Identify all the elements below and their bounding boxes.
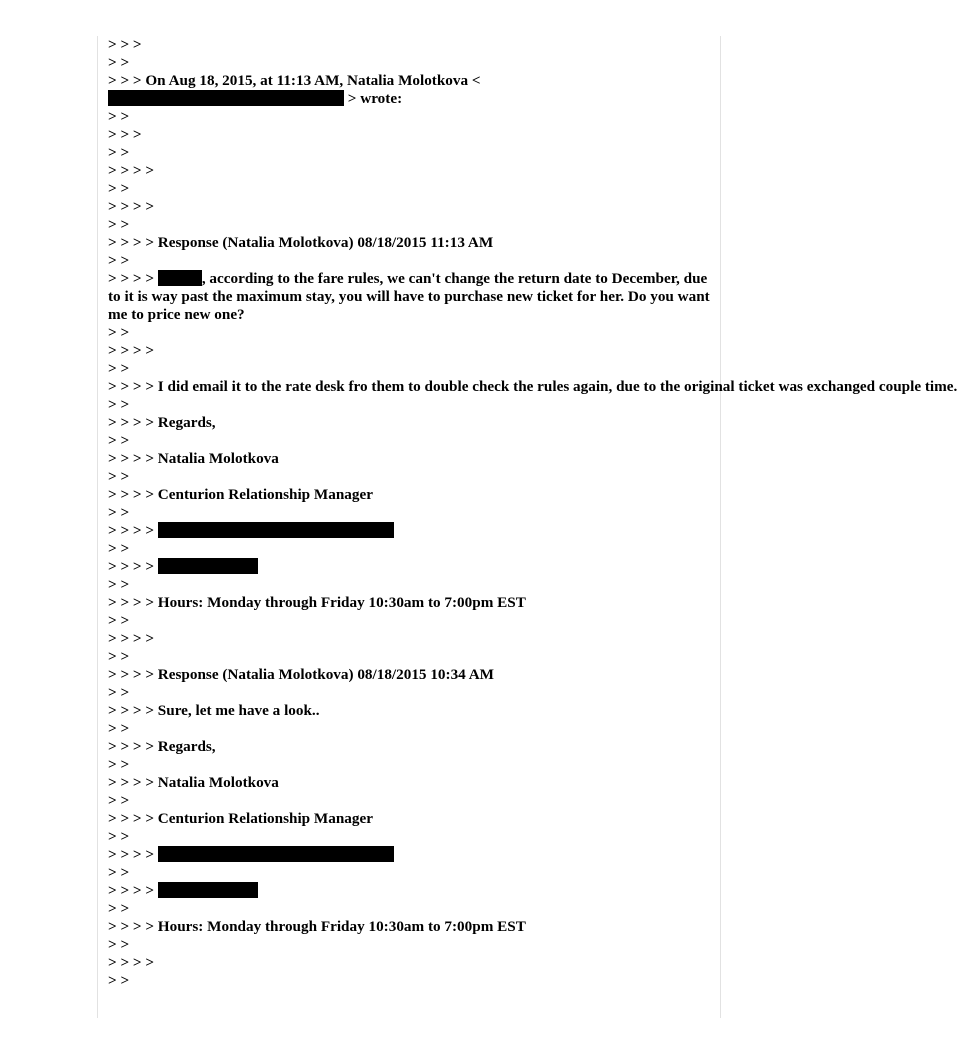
line-text: > > bbox=[108, 540, 130, 557]
line-text: > > > > Hours: Monday through Friday 10:30am to 7:00pm EST bbox=[108, 918, 526, 935]
email-line bbox=[108, 720, 712, 738]
line-text: > > bbox=[108, 216, 130, 233]
email-line bbox=[108, 972, 712, 990]
email-line bbox=[108, 684, 712, 702]
line-text: > > > > Sure, let me have a look.. bbox=[108, 702, 320, 719]
line-text: > > bbox=[108, 648, 130, 665]
email-line bbox=[108, 810, 712, 828]
line-text: > > bbox=[108, 684, 130, 701]
line-text: > > bbox=[108, 504, 130, 521]
line-text: > > bbox=[108, 936, 130, 953]
email-line bbox=[108, 54, 712, 72]
line-text: > > > > Natalia Molotkova bbox=[108, 450, 279, 467]
redaction-block bbox=[158, 522, 394, 538]
line-text: > > > > bbox=[108, 342, 155, 359]
email-line bbox=[108, 576, 712, 594]
email-line bbox=[108, 252, 712, 270]
line-text: > > > > bbox=[108, 558, 158, 575]
line-text: > > > > bbox=[108, 270, 158, 287]
email-line bbox=[108, 666, 712, 684]
line-text: > > bbox=[108, 432, 130, 449]
line-text: > > > > bbox=[108, 522, 158, 539]
line-text: > > bbox=[108, 252, 130, 269]
email-line bbox=[108, 954, 712, 972]
email-line bbox=[108, 702, 712, 720]
email-line bbox=[108, 198, 712, 216]
email-line bbox=[108, 90, 712, 108]
redaction-block bbox=[158, 270, 202, 286]
email-line bbox=[108, 144, 712, 162]
line-text: > > bbox=[108, 612, 130, 629]
email-line bbox=[108, 630, 712, 648]
line-text: > > bbox=[108, 54, 130, 71]
line-text: > > > bbox=[108, 36, 142, 53]
email-line bbox=[108, 162, 712, 180]
email-line bbox=[108, 432, 712, 450]
email-line bbox=[108, 522, 712, 540]
line-text: > > > > Response (Natalia Molotkova) 08/18/2015 10:34 AM bbox=[108, 666, 495, 683]
line-text: > > bbox=[108, 468, 130, 485]
line-text: > > > > bbox=[108, 198, 155, 215]
email-line bbox=[108, 396, 712, 414]
email-line bbox=[108, 216, 712, 234]
email-line bbox=[108, 486, 712, 504]
email-line bbox=[108, 270, 712, 324]
line-text: > > > > bbox=[108, 630, 155, 647]
email-line bbox=[108, 936, 712, 954]
redaction-block bbox=[158, 882, 258, 898]
email-line bbox=[108, 846, 712, 864]
email-line bbox=[108, 558, 712, 576]
line-text: > > > On Aug 18, 2015, at 11:13 AM, Natalia Molotkova < bbox=[108, 72, 481, 89]
line-text: > > > > bbox=[108, 882, 158, 899]
email-line bbox=[108, 738, 712, 756]
email-line bbox=[108, 378, 957, 396]
email-line bbox=[108, 234, 712, 252]
email-line bbox=[108, 126, 712, 144]
email-line bbox=[108, 540, 712, 558]
email-line bbox=[108, 180, 712, 198]
line-text: > > bbox=[108, 972, 130, 989]
line-text: > > > bbox=[108, 126, 142, 143]
redaction-block bbox=[108, 90, 344, 106]
line-text: > > > > bbox=[108, 162, 155, 179]
email-line bbox=[108, 72, 712, 90]
line-text: > > bbox=[108, 180, 130, 197]
line-text: > > bbox=[108, 144, 130, 161]
line-text: > > bbox=[108, 360, 130, 377]
line-text: > > bbox=[108, 108, 130, 125]
redaction-block bbox=[158, 846, 394, 862]
email-line bbox=[108, 324, 712, 342]
email-line bbox=[108, 414, 712, 432]
email-line bbox=[108, 612, 712, 630]
email-line bbox=[108, 450, 712, 468]
line-text: > > bbox=[108, 756, 130, 773]
line-text: > > bbox=[108, 900, 130, 917]
line-text: > > > > bbox=[108, 954, 155, 971]
redaction-block bbox=[158, 558, 258, 574]
line-text: > > > > Response (Natalia Molotkova) 08/18/2015 11:13 AM bbox=[108, 234, 494, 251]
email-line bbox=[108, 756, 712, 774]
email-line bbox=[108, 468, 712, 486]
email-line bbox=[108, 864, 712, 882]
email-line bbox=[108, 342, 712, 360]
line-text: > > > > I did email it to the rate desk fro them to double check the rules again, due to the original ticket was exchanged couple time. bbox=[108, 378, 957, 395]
line-text-continued: , according to the fare rules, we can't change the return date to December, due to it is way past the maximum stay, you will have to purchase new ticket for her. Do you want me to price new one? bbox=[108, 270, 710, 323]
email-line bbox=[108, 792, 712, 810]
line-text: > > > > Centurion Relationship Manager bbox=[108, 810, 373, 827]
email-line bbox=[108, 594, 712, 612]
line-text: > > > > Natalia Molotkova bbox=[108, 774, 279, 791]
line-text: > > bbox=[108, 396, 130, 413]
line-text: > > > > Centurion Relationship Manager bbox=[108, 486, 373, 503]
line-text: > > > > Hours: Monday through Friday 10:30am to 7:00pm EST bbox=[108, 594, 526, 611]
email-line bbox=[108, 108, 712, 126]
line-text: > > bbox=[108, 324, 130, 341]
line-text: > > > > Regards, bbox=[108, 414, 216, 431]
line-text: > > > > bbox=[108, 846, 158, 863]
email-line bbox=[108, 504, 712, 522]
line-text: > > bbox=[108, 720, 130, 737]
email-line bbox=[108, 828, 712, 846]
line-text: > > bbox=[108, 864, 130, 881]
email-line bbox=[108, 774, 712, 792]
email-line bbox=[108, 918, 712, 936]
email-line bbox=[108, 882, 712, 900]
email-line bbox=[108, 360, 712, 378]
line-text: > > bbox=[108, 792, 130, 809]
email-body bbox=[108, 36, 957, 990]
email-line bbox=[108, 900, 712, 918]
line-text: > > bbox=[108, 576, 130, 593]
email-line bbox=[108, 36, 712, 54]
email-line bbox=[108, 648, 712, 666]
line-text-continued: > wrote: bbox=[344, 90, 403, 107]
line-text: > > bbox=[108, 828, 130, 845]
line-text: > > > > Regards, bbox=[108, 738, 216, 755]
